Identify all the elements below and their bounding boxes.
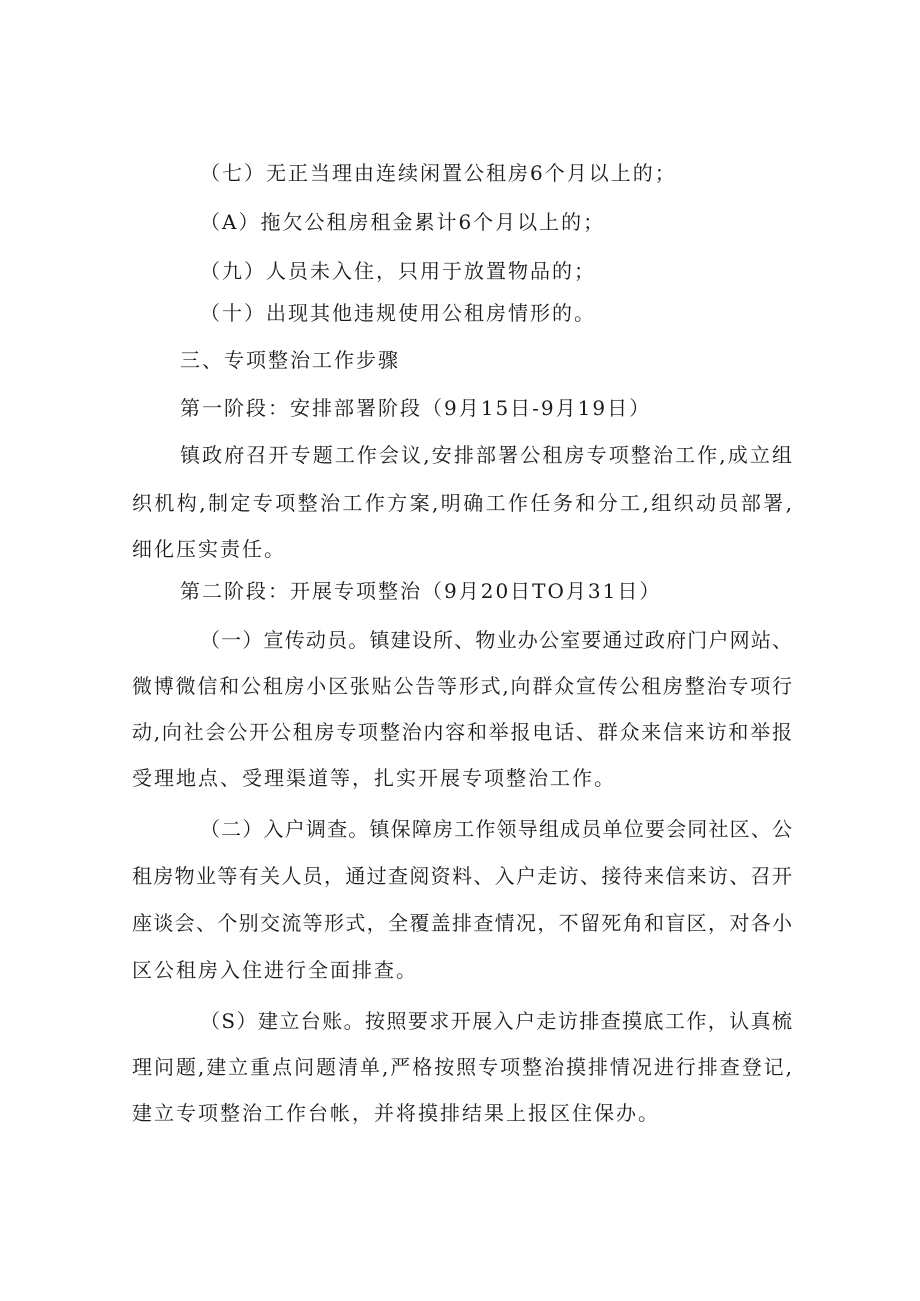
survey-paragraph-line: 座谈会、个别交流等形式，全覆盖排查情况，不留死角和盲区，对各小 [132,911,792,935]
survey-paragraph-line: 区公租房入住进行全面排查。 [132,958,418,982]
ledger-paragraph-line: 建立专项整治工作台帐，并将摸排结果上报区住保办。 [132,1101,660,1125]
stage2-heading: 第二阶段：开展专项整治（9月20日TO月31日） [180,579,662,603]
survey-paragraph-line: 租房物业等有关人员，通过查阅资料、入户走访、接待来信来访、召开 [132,864,792,888]
ledger-paragraph-line: （S）建立台账。按照要求开展入户走访排查摸底工作，认真梳 [200,1009,792,1033]
item-eight: （A）拖欠公租房租金累计6个月以上的； [200,210,606,234]
stage1-heading: 第一阶段：安排部署阶段（9月15日-9月19日） [180,396,652,420]
section-heading: 三、专项整治工作步骤 [180,348,400,372]
publicity-paragraph-line: （一）宣传动员。镇建设所、物业办公室要通过政府门户网站、 [200,628,792,652]
publicity-paragraph-line: 微博微信和公租房小区张贴公告等形式,向群众宣传公租房整治专项行 [132,674,792,698]
stage1-paragraph-line: 织机构,制定专项整治工作方案,明确工作任务和分工,组织动员部署, [132,491,792,515]
ledger-paragraph-line: 理问题,建立重点问题清单,严格按照专项整治摸排情况进行排查登记, [132,1055,792,1079]
stage1-paragraph-line: 镇政府召开专题工作会议,安排部署公租房专项整治工作,成立组 [180,443,792,467]
item-ten: （十）出现其他违规使用公租房情形的。 [200,301,596,325]
item-nine: （九）人员未入住，只用于放置物品的； [200,259,596,283]
survey-paragraph-line: （二）入户调查。镇保障房工作领导组成员单位要会同社区、公 [200,817,792,841]
publicity-paragraph-line: 受理地点、受理渠道等，扎实开展专项整治工作。 [132,766,616,790]
publicity-paragraph-line: 动,向社会公开公租房专项整治内容和举报电话、群众来信来访和举报 [132,720,792,744]
stage1-paragraph-line: 细化压实责任。 [132,537,286,561]
item-seven: （七）无正当理由连续闲置公租房6个月以上的； [200,161,677,185]
